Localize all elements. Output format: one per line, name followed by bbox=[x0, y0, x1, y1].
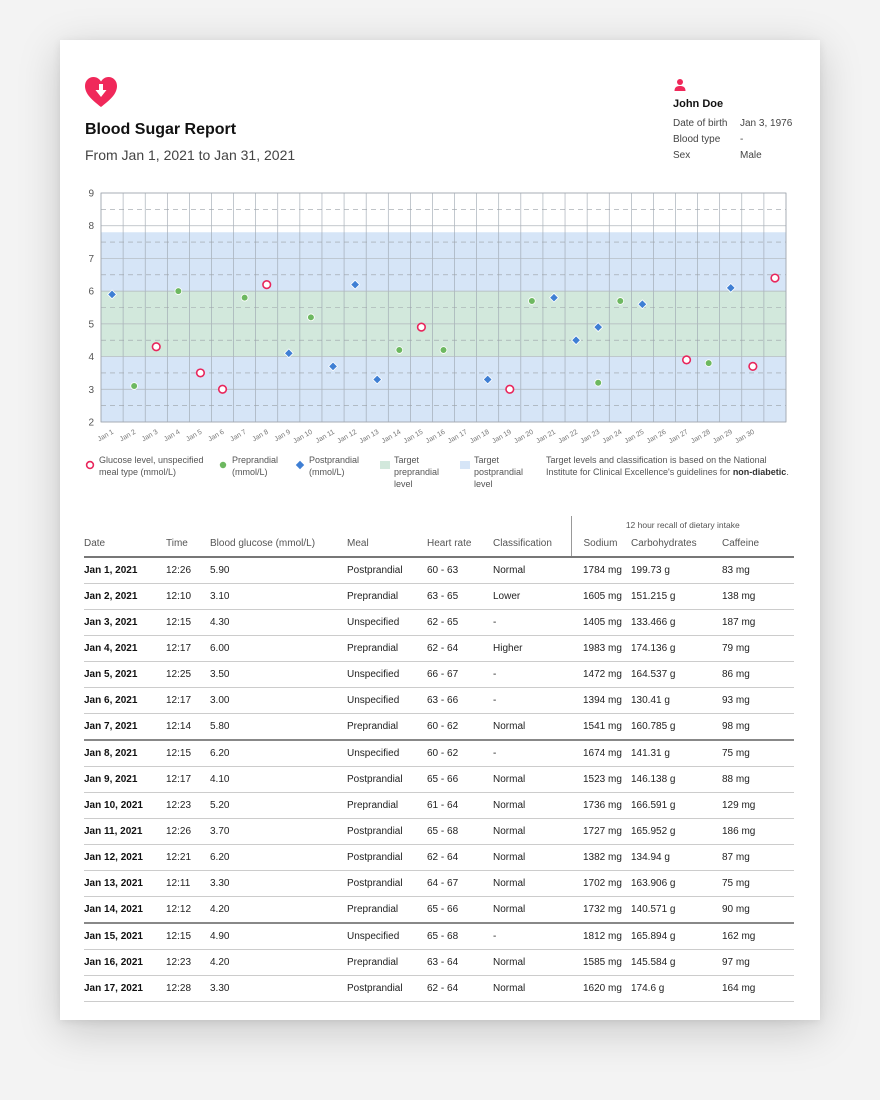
table-row bbox=[84, 819, 794, 845]
cell-heart-rate: 66 - 67 bbox=[427, 662, 493, 688]
cell-meal: Preprandial bbox=[347, 897, 427, 924]
cell-glucose: 5.80 bbox=[210, 714, 347, 741]
cell-time: 12:21 bbox=[166, 845, 210, 871]
x-tick-label: Jan 18 bbox=[468, 428, 491, 446]
cell-glucose: 4.10 bbox=[210, 767, 347, 793]
cell-classification: Normal bbox=[493, 845, 571, 871]
legend-open-circle-icon bbox=[85, 460, 95, 470]
cell-meal: Unspecified bbox=[347, 740, 427, 767]
cell-time: 12:10 bbox=[166, 584, 210, 610]
patient-field-value: - bbox=[740, 134, 744, 145]
cell-caffeine: 86 mg bbox=[722, 662, 794, 688]
cell-heart-rate: 61 - 64 bbox=[427, 793, 493, 819]
cell-date: Jan 2, 2021 bbox=[84, 584, 166, 610]
cell-meal: Unspecified bbox=[347, 923, 427, 950]
x-tick-label: Jan 27 bbox=[667, 428, 690, 446]
data-point-unspecified bbox=[263, 281, 271, 289]
x-tick-label: Jan 19 bbox=[491, 428, 513, 446]
cell-caffeine: 164 mg bbox=[722, 976, 794, 1002]
cell-sodium: 1983 mg bbox=[571, 636, 631, 662]
cell-date: Jan 3, 2021 bbox=[84, 610, 166, 636]
cell-carbohydrates: 163.906 g bbox=[631, 871, 722, 897]
cell-classification: Normal bbox=[493, 819, 571, 845]
x-tick-label: Jan 8 bbox=[251, 428, 270, 444]
cell-time: 12:12 bbox=[166, 897, 210, 924]
cell-classification: - bbox=[493, 688, 571, 714]
report-title: Blood Sugar Report bbox=[85, 121, 237, 138]
cell-caffeine: 97 mg bbox=[722, 950, 794, 976]
cell-sodium: 1405 mg bbox=[571, 610, 631, 636]
cell-heart-rate: 63 - 65 bbox=[427, 584, 493, 610]
column-header-heart-rate: Heart rate bbox=[427, 530, 493, 557]
table-row bbox=[84, 688, 794, 714]
cell-date: Jan 4, 2021 bbox=[84, 636, 166, 662]
data-point-unspecified bbox=[506, 385, 514, 393]
cell-classification: Lower bbox=[493, 584, 571, 610]
cell-meal: Postprandial bbox=[347, 819, 427, 845]
x-tick-label: Jan 10 bbox=[292, 428, 314, 446]
cell-time: 12:17 bbox=[166, 767, 210, 793]
cell-sodium: 1732 mg bbox=[571, 897, 631, 924]
cell-carbohydrates: 174.6 g bbox=[631, 976, 722, 1002]
legend-label: Glucose level, unspecified meal type (mmol/L) bbox=[99, 455, 204, 477]
y-tick-label: 7 bbox=[88, 253, 94, 265]
x-tick-label: Jan 28 bbox=[689, 428, 712, 446]
cell-date: Jan 11, 2021 bbox=[84, 819, 166, 845]
cell-carbohydrates: 164.537 g bbox=[631, 662, 722, 688]
cell-caffeine: 75 mg bbox=[722, 871, 794, 897]
cell-date: Jan 14, 2021 bbox=[84, 897, 166, 924]
cell-classification: Normal bbox=[493, 767, 571, 793]
patient-field-label: Date of birth bbox=[673, 118, 728, 129]
cell-caffeine: 83 mg bbox=[722, 557, 794, 584]
cell-glucose: 3.30 bbox=[210, 976, 347, 1002]
x-tick-label: Jan 12 bbox=[336, 428, 359, 446]
cell-meal: Postprandial bbox=[347, 845, 427, 871]
cell-heart-rate: 62 - 64 bbox=[427, 845, 493, 871]
cell-classification: - bbox=[493, 662, 571, 688]
cell-classification: Normal bbox=[493, 557, 571, 584]
cell-meal: Preprandial bbox=[347, 714, 427, 741]
table-body bbox=[84, 557, 794, 1002]
cell-sodium: 1394 mg bbox=[571, 688, 631, 714]
column-header-meal: Meal bbox=[347, 530, 427, 557]
cell-time: 12:17 bbox=[166, 688, 210, 714]
cell-carbohydrates: 165.952 g bbox=[631, 819, 722, 845]
cell-meal: Preprandial bbox=[347, 584, 427, 610]
cell-caffeine: 75 mg bbox=[722, 740, 794, 767]
cell-caffeine: 187 mg bbox=[722, 610, 794, 636]
cell-sodium: 1812 mg bbox=[571, 923, 631, 950]
cell-sodium: 1674 mg bbox=[571, 740, 631, 767]
data-point-preprandial bbox=[595, 379, 602, 386]
data-point-preprandial bbox=[528, 298, 535, 305]
cell-classification: Normal bbox=[493, 793, 571, 819]
data-point-unspecified bbox=[219, 385, 227, 393]
table-row bbox=[84, 662, 794, 688]
table-row bbox=[84, 767, 794, 793]
cell-meal: Postprandial bbox=[347, 871, 427, 897]
column-header-sodium: Sodium bbox=[571, 530, 631, 557]
cell-glucose: 5.20 bbox=[210, 793, 347, 819]
cell-carbohydrates: 160.785 g bbox=[631, 714, 722, 741]
table-row bbox=[84, 714, 794, 741]
legend-item-target-pre bbox=[380, 454, 456, 490]
cell-time: 12:15 bbox=[166, 610, 210, 636]
cell-glucose: 3.00 bbox=[210, 688, 347, 714]
report-page bbox=[60, 40, 820, 1020]
data-point-preprandial bbox=[396, 347, 403, 354]
legend-blue-swatch-icon bbox=[460, 460, 470, 470]
cell-heart-rate: 62 - 65 bbox=[427, 610, 493, 636]
cell-date: Jan 16, 2021 bbox=[84, 950, 166, 976]
y-tick-label: 5 bbox=[88, 319, 94, 331]
x-tick-label: Jan 22 bbox=[557, 428, 580, 446]
cell-date: Jan 13, 2021 bbox=[84, 871, 166, 897]
cell-caffeine: 90 mg bbox=[722, 897, 794, 924]
x-tick-label: Jan 6 bbox=[207, 428, 226, 444]
cell-glucose: 3.10 bbox=[210, 584, 347, 610]
data-point-preprandial bbox=[241, 294, 248, 301]
cell-meal: Unspecified bbox=[347, 610, 427, 636]
cell-heart-rate: 65 - 68 bbox=[427, 923, 493, 950]
cell-date: Jan 9, 2021 bbox=[84, 767, 166, 793]
patient-field-label: Sex bbox=[673, 150, 691, 161]
cell-classification: Normal bbox=[493, 950, 571, 976]
cell-glucose: 3.30 bbox=[210, 871, 347, 897]
x-tick-label: Jan 20 bbox=[513, 428, 535, 446]
table-row bbox=[84, 845, 794, 871]
cell-time: 12:23 bbox=[166, 793, 210, 819]
readings-table bbox=[84, 516, 794, 1002]
cell-classification: Normal bbox=[493, 714, 571, 741]
cell-classification: - bbox=[493, 740, 571, 767]
table-group-header-row bbox=[84, 516, 794, 530]
cell-glucose: 3.70 bbox=[210, 819, 347, 845]
y-tick-label: 3 bbox=[88, 384, 94, 396]
cell-heart-rate: 65 - 66 bbox=[427, 767, 493, 793]
cell-glucose: 6.20 bbox=[210, 845, 347, 871]
x-tick-label: Jan 17 bbox=[446, 428, 469, 446]
cell-caffeine: 138 mg bbox=[722, 584, 794, 610]
cell-time: 12:25 bbox=[166, 662, 210, 688]
cell-heart-rate: 63 - 64 bbox=[427, 950, 493, 976]
cell-date: Jan 8, 2021 bbox=[84, 740, 166, 767]
cell-time: 12:26 bbox=[166, 819, 210, 845]
table-header-row bbox=[84, 530, 794, 557]
legend-label: Target postprandial level bbox=[474, 455, 524, 489]
glucose-chart bbox=[60, 185, 820, 455]
data-point-preprandial bbox=[131, 383, 138, 390]
cell-glucose: 5.90 bbox=[210, 557, 347, 584]
cell-sodium: 1727 mg bbox=[571, 819, 631, 845]
cell-caffeine: 79 mg bbox=[722, 636, 794, 662]
x-tick-label: Jan 13 bbox=[358, 428, 381, 446]
cell-glucose: 4.20 bbox=[210, 950, 347, 976]
column-header-glucose: Blood glucose (mmol/L) bbox=[210, 530, 347, 557]
cell-classification: - bbox=[493, 610, 571, 636]
x-tick-label: Jan 16 bbox=[424, 428, 447, 446]
cell-classification: Normal bbox=[493, 976, 571, 1002]
cell-carbohydrates: 151.215 g bbox=[631, 584, 722, 610]
patient-blood-type-row bbox=[673, 132, 813, 148]
cell-time: 12:14 bbox=[166, 714, 210, 741]
x-tick-label: Jan 2 bbox=[118, 428, 138, 444]
cell-sodium: 1585 mg bbox=[571, 950, 631, 976]
cell-time: 12:26 bbox=[166, 557, 210, 584]
cell-sodium: 1702 mg bbox=[571, 871, 631, 897]
cell-caffeine: 129 mg bbox=[722, 793, 794, 819]
cell-time: 12:15 bbox=[166, 923, 210, 950]
person-icon bbox=[673, 78, 687, 92]
cell-caffeine: 88 mg bbox=[722, 767, 794, 793]
table-row bbox=[84, 923, 794, 950]
data-point-preprandial bbox=[617, 298, 624, 305]
x-tick-label: Jan 29 bbox=[712, 428, 734, 446]
cell-heart-rate: 60 - 62 bbox=[427, 714, 493, 741]
x-tick-label: Jan 15 bbox=[402, 428, 425, 446]
x-tick-label: Jan 7 bbox=[229, 428, 248, 444]
legend-item-unspecified bbox=[85, 454, 205, 478]
data-point-unspecified bbox=[683, 356, 691, 364]
patient-sex-row bbox=[673, 148, 813, 164]
heart-arrow-icon bbox=[84, 76, 118, 108]
cell-caffeine: 93 mg bbox=[722, 688, 794, 714]
cell-glucose: 6.00 bbox=[210, 636, 347, 662]
cell-sodium: 1620 mg bbox=[571, 976, 631, 1002]
x-tick-label: Jan 26 bbox=[645, 428, 668, 446]
column-header-date: Date bbox=[84, 530, 166, 557]
data-point-preprandial bbox=[440, 347, 447, 354]
cell-date: Jan 12, 2021 bbox=[84, 845, 166, 871]
x-tick-label: Jan 30 bbox=[734, 428, 756, 446]
table-row bbox=[84, 636, 794, 662]
legend-item-postprandial bbox=[295, 454, 375, 478]
cell-time: 12:17 bbox=[166, 636, 210, 662]
table-row bbox=[84, 793, 794, 819]
legend-item-target-post bbox=[460, 454, 540, 490]
cell-heart-rate: 60 - 63 bbox=[427, 557, 493, 584]
legend-note-bold: non-diabetic bbox=[732, 467, 787, 477]
chart-legend bbox=[85, 454, 805, 494]
cell-meal: Unspecified bbox=[347, 662, 427, 688]
y-tick-label: 9 bbox=[88, 188, 94, 200]
legend-label: Target preprandial level bbox=[394, 455, 440, 489]
cell-carbohydrates: 166.591 g bbox=[631, 793, 722, 819]
table-row bbox=[84, 610, 794, 636]
legend-label: Preprandial (mmol/L) bbox=[232, 455, 279, 477]
cell-time: 12:23 bbox=[166, 950, 210, 976]
legend-item-preprandial bbox=[218, 454, 290, 478]
cell-glucose: 4.30 bbox=[210, 610, 347, 636]
data-point-preprandial bbox=[175, 288, 182, 295]
cell-sodium: 1736 mg bbox=[571, 793, 631, 819]
cell-heart-rate: 62 - 64 bbox=[427, 976, 493, 1002]
cell-carbohydrates: 146.138 g bbox=[631, 767, 722, 793]
cell-date: Jan 5, 2021 bbox=[84, 662, 166, 688]
cell-classification: - bbox=[493, 923, 571, 950]
table-row bbox=[84, 976, 794, 1002]
cell-heart-rate: 65 - 68 bbox=[427, 819, 493, 845]
cell-time: 12:28 bbox=[166, 976, 210, 1002]
x-tick-label: Jan 21 bbox=[535, 428, 557, 446]
y-tick-label: 4 bbox=[88, 352, 94, 364]
cell-meal: Preprandial bbox=[347, 950, 427, 976]
cell-carbohydrates: 133.466 g bbox=[631, 610, 722, 636]
cell-date: Jan 1, 2021 bbox=[84, 557, 166, 584]
patient-field-value: Jan 3, 1976 bbox=[740, 118, 793, 129]
cell-heart-rate: 63 - 66 bbox=[427, 688, 493, 714]
cell-caffeine: 162 mg bbox=[722, 923, 794, 950]
cell-meal: Unspecified bbox=[347, 688, 427, 714]
dietary-recall-header: 12 hour recall of dietary intake bbox=[571, 516, 794, 530]
table-row bbox=[84, 871, 794, 897]
cell-caffeine: 186 mg bbox=[722, 819, 794, 845]
cell-glucose: 6.20 bbox=[210, 740, 347, 767]
cell-meal: Preprandial bbox=[347, 793, 427, 819]
cell-sodium: 1382 mg bbox=[571, 845, 631, 871]
data-point-unspecified bbox=[197, 369, 205, 377]
cell-carbohydrates: 199.73 g bbox=[631, 557, 722, 584]
patient-dob-row bbox=[673, 116, 813, 132]
cell-classification: Normal bbox=[493, 897, 571, 924]
cell-meal: Postprandial bbox=[347, 557, 427, 584]
patient-info bbox=[673, 78, 813, 164]
cell-carbohydrates: 174.136 g bbox=[631, 636, 722, 662]
patient-field-label: Blood type bbox=[673, 134, 721, 145]
cell-sodium: 1784 mg bbox=[571, 557, 631, 584]
report-date-range: From Jan 1, 2021 to Jan 31, 2021 bbox=[85, 147, 296, 163]
cell-time: 12:11 bbox=[166, 871, 210, 897]
cell-carbohydrates: 134.94 g bbox=[631, 845, 722, 871]
x-tick-label: Jan 9 bbox=[273, 428, 292, 444]
legend-label: Postprandial (mmol/L) bbox=[309, 455, 360, 477]
x-tick-label: Jan 24 bbox=[601, 428, 624, 446]
column-header-time: Time bbox=[166, 530, 210, 557]
cell-date: Jan 10, 2021 bbox=[84, 793, 166, 819]
legend-note-end: . bbox=[786, 467, 789, 477]
x-tick-label: Jan 4 bbox=[163, 428, 182, 444]
cell-heart-rate: 60 - 62 bbox=[427, 740, 493, 767]
x-tick-label: Jan 25 bbox=[623, 428, 646, 446]
cell-glucose: 3.50 bbox=[210, 662, 347, 688]
patient-name: John Doe bbox=[673, 98, 724, 110]
column-header-classification: Classification bbox=[493, 530, 571, 557]
y-tick-label: 6 bbox=[88, 286, 94, 298]
cell-carbohydrates: 130.41 g bbox=[631, 688, 722, 714]
cell-classification: Normal bbox=[493, 871, 571, 897]
legend-note bbox=[546, 454, 791, 478]
cell-meal: Preprandial bbox=[347, 636, 427, 662]
x-tick-label: Jan 23 bbox=[579, 428, 602, 446]
legend-note-text: Target levels and classification is based on the National Institute for Clinical Excellence's guidelines for bbox=[546, 455, 767, 477]
cell-caffeine: 98 mg bbox=[722, 714, 794, 741]
table-row bbox=[84, 740, 794, 767]
x-tick-label: Jan 3 bbox=[140, 428, 160, 444]
column-header-caffeine: Caffeine bbox=[722, 530, 794, 557]
column-header-carbohydrates: Carbohydrates bbox=[631, 530, 722, 557]
legend-diamond-icon bbox=[295, 460, 305, 470]
table-row bbox=[84, 950, 794, 976]
cell-date: Jan 7, 2021 bbox=[84, 714, 166, 741]
cell-meal: Postprandial bbox=[347, 767, 427, 793]
patient-field-value: Male bbox=[740, 150, 762, 161]
cell-sodium: 1523 mg bbox=[571, 767, 631, 793]
table-row bbox=[84, 897, 794, 924]
y-tick-label: 8 bbox=[88, 221, 94, 233]
data-point-unspecified bbox=[771, 274, 779, 282]
cell-carbohydrates: 145.584 g bbox=[631, 950, 722, 976]
cell-date: Jan 17, 2021 bbox=[84, 976, 166, 1002]
table-row bbox=[84, 557, 794, 584]
x-tick-label: Jan 11 bbox=[314, 428, 337, 445]
cell-glucose: 4.20 bbox=[210, 897, 347, 924]
x-tick-label: Jan 14 bbox=[380, 428, 403, 446]
x-tick-label: Jan 1 bbox=[96, 428, 116, 444]
data-point-unspecified bbox=[749, 363, 757, 371]
table-row bbox=[84, 584, 794, 610]
legend-green-swatch-icon bbox=[380, 460, 390, 470]
cell-carbohydrates: 165.894 g bbox=[631, 923, 722, 950]
data-point-preprandial bbox=[308, 314, 315, 321]
cell-sodium: 1472 mg bbox=[571, 662, 631, 688]
legend-green-circle-icon bbox=[218, 460, 228, 470]
cell-sodium: 1605 mg bbox=[571, 584, 631, 610]
cell-glucose: 4.90 bbox=[210, 923, 347, 950]
cell-time: 12:15 bbox=[166, 740, 210, 767]
cell-meal: Postprandial bbox=[347, 976, 427, 1002]
cell-date: Jan 15, 2021 bbox=[84, 923, 166, 950]
data-point-unspecified bbox=[418, 323, 426, 331]
cell-carbohydrates: 141.31 g bbox=[631, 740, 722, 767]
cell-heart-rate: 64 - 67 bbox=[427, 871, 493, 897]
data-point-preprandial bbox=[705, 360, 712, 367]
cell-sodium: 1541 mg bbox=[571, 714, 631, 741]
cell-carbohydrates: 140.571 g bbox=[631, 897, 722, 924]
cell-classification: Higher bbox=[493, 636, 571, 662]
cell-heart-rate: 62 - 64 bbox=[427, 636, 493, 662]
y-tick-label: 2 bbox=[88, 417, 94, 429]
x-tick-label: Jan 5 bbox=[185, 428, 204, 444]
cell-heart-rate: 65 - 66 bbox=[427, 897, 493, 924]
cell-date: Jan 6, 2021 bbox=[84, 688, 166, 714]
data-point-unspecified bbox=[152, 343, 160, 351]
cell-caffeine: 87 mg bbox=[722, 845, 794, 871]
